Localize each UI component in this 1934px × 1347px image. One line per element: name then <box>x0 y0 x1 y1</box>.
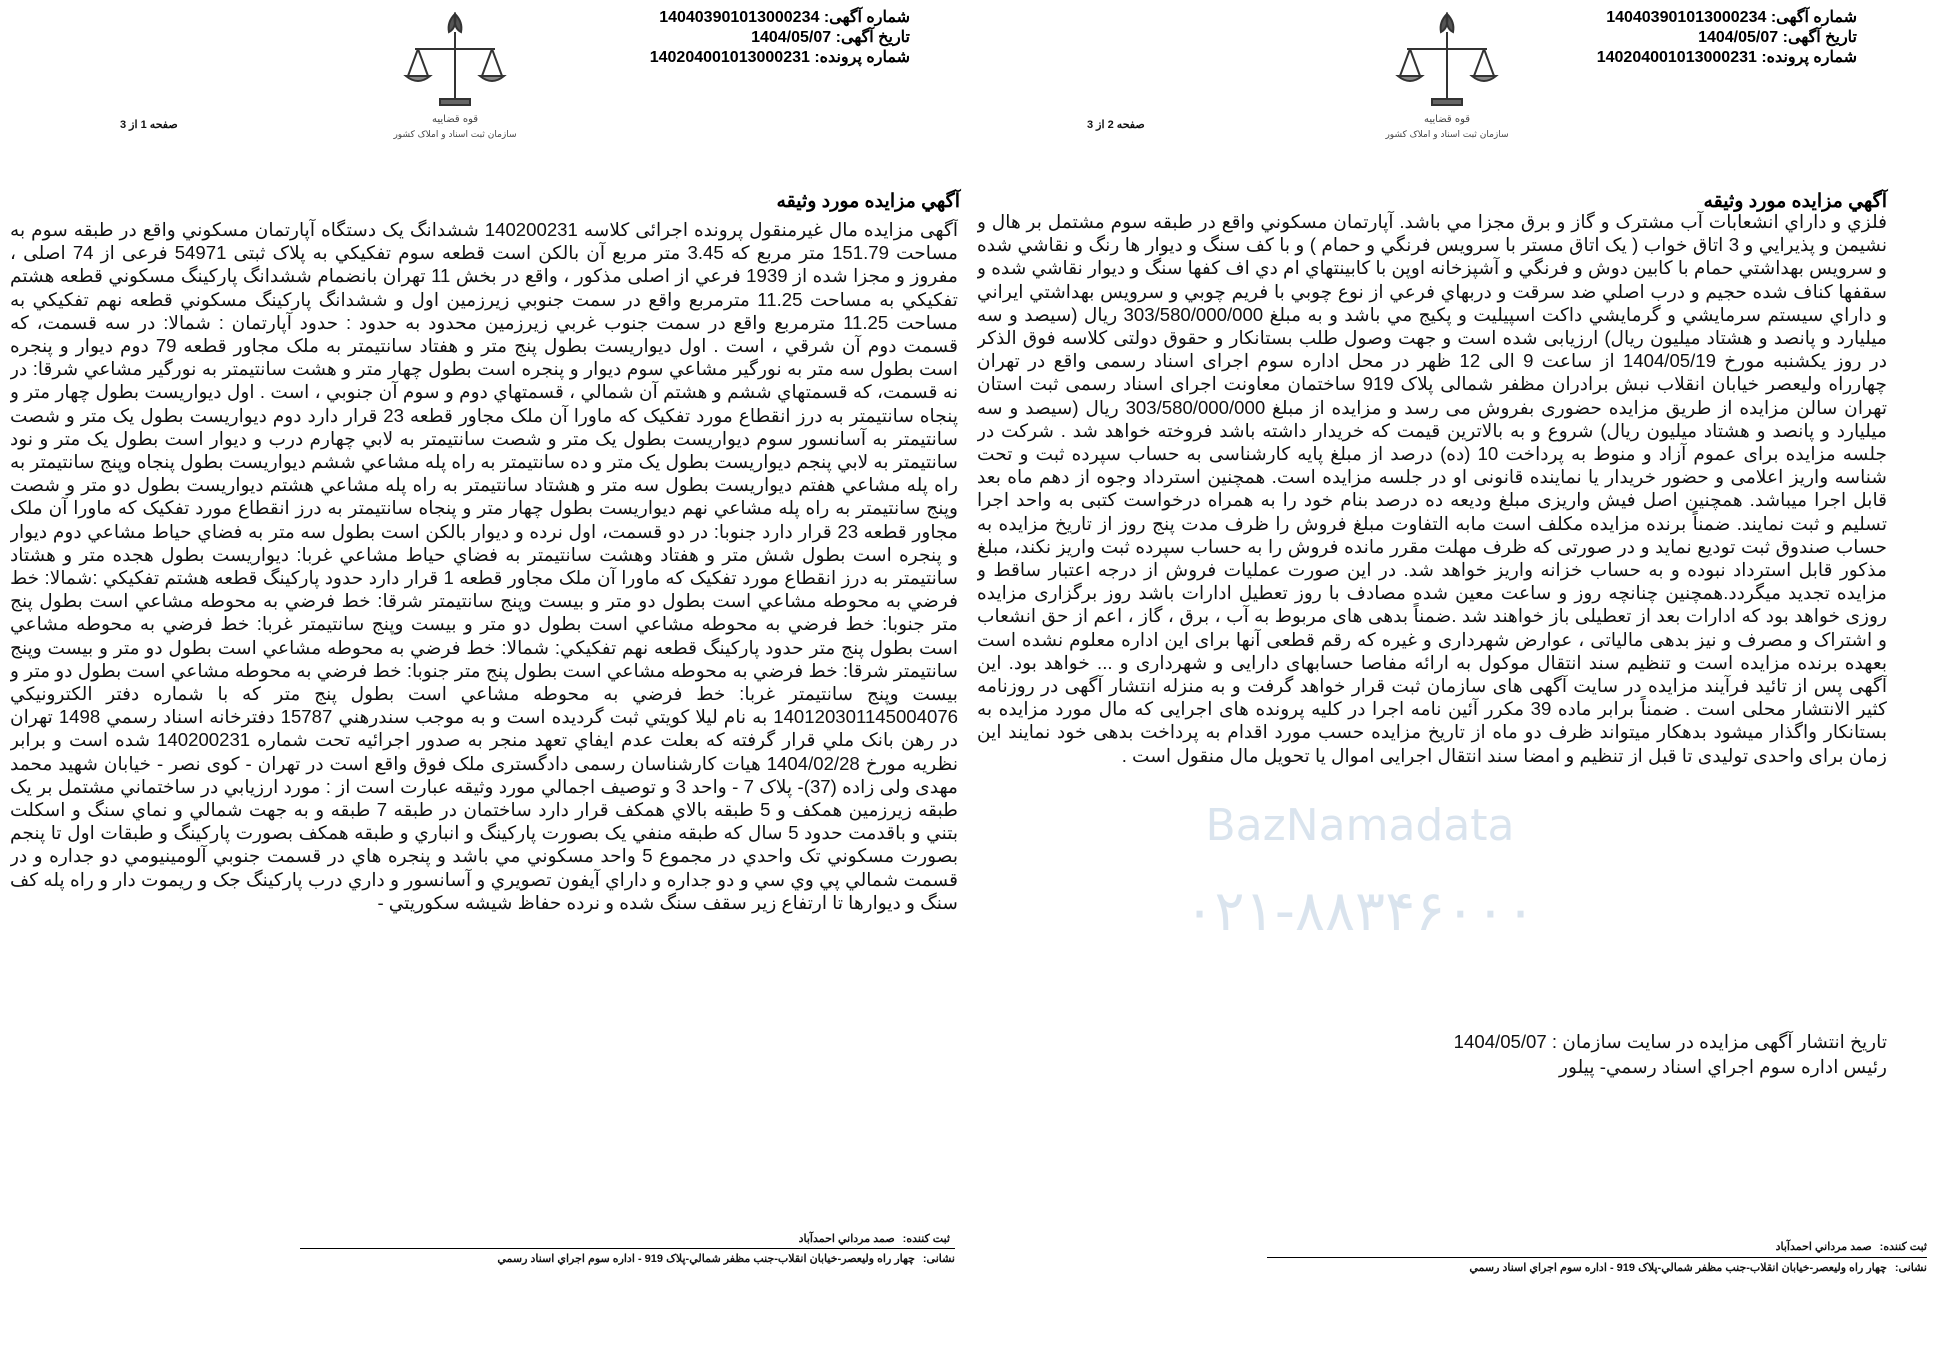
notice-number: 140403901013000234 <box>1606 9 1767 26</box>
address-label: نشانی: <box>1894 1262 1927 1274</box>
page-2 <box>967 0 1934 1347</box>
watermark-line-1: BazNamadata <box>1205 800 1515 851</box>
address <box>300 1248 955 1265</box>
judiciary-emblem-icon <box>1372 4 1522 144</box>
signer-label: ثبت كننده: <box>1879 1241 1927 1253</box>
address <box>1267 1257 1927 1274</box>
notice-date-label: تاریخ آگهی: <box>1782 29 1857 46</box>
notice-header <box>580 8 910 68</box>
officer-line: رئيس اداره سوم اجراي اسناد رسمي- پيلور <box>1559 1056 1887 1077</box>
watermark-line-2: ۰۲۱-۸۸۳۴۶۰۰۰ <box>1184 879 1536 944</box>
publish-date-line: تاريخ انتشار آگهی مزايده در سايت سازمان : 1404/05/07 <box>1453 1031 1887 1052</box>
notice-body: فلزي و داراي انشعابات آب مشترک و گاز و برق مجزا مي باشد. آپارتمان مسکوني واقع در طبقه سوم مشتمل بر هال و نشيمن و پذيرايي و 3 اتاق خواب ( يک اتاق مستر با سرويس فرنگي و حمام ) و با کف سنگ و ديوار ها رنگ و نقاشي شده و سرويس بهداشتي حمام با کابين دوش و فرنگي و آشپزخانه اوپن با کابينتهاي ام دي اف کفها سنگ و ديوار نقاشي شده و سقفها کناف شده حجيم و درب اصلي ضد سرقت و دربهاي فرعي از نوع چوبي با فريم چوبي و سرويس بهداشتي ايراني و داراي سيستم سرمايشي و گرمايشي داکت اسپيليت و پکيج مي باشد و به مبلغ 303/580/000/000 ريال (سيصد و سه ميليارد و پانصد و هشتاد ميليون ريال) ارزيابی شده است و جهت وصول طلب بستانکار و حقوق دولتی کلاسه فوق الذکر در روز یکشنبه مورخ 1404/05/19 از ساعت 9 الی 12 ظهر در محل اداره سوم اجرای اسناد رسمی واقع در تهران چهارراه وليعصر خيابان انقلاب نبش برادران مظفر شمالی پلاک 919 ساختمان معاونت اجرای اسناد رسمی ثبت استان تهران سالن مزایده از طريق مزايده حضوری بفروش می رسد و مزایده از مبلغ 303/580/000/000 ريال (سيصد و سه ميليارد و پانصد و هشتاد ميليون ريال) شروع و به بالاترين قيمت که خریدار داشته باشد فروخته خواهد شد . شرکت در جلسه مزایده برای عموم آزاد و منوط به پرداخت 10 (ده) درصد از مبلغ پایه کارشناسی به حساب سپرده ثبت و تحت شناسه واریز اعلامی و حضور خریدار یا نماینده قانونی او در جلسه مزایده است. همچنین استرداد وجوه از دهم ماه بعد قابل اجرا میباشد. همچنین اصل فیش واریزی مبلغ ودیعه ده درصد بنام خود را به همراه درخواست کتبی به واحد اجرا تسلیم و ثبت نمایند. ضمناً برنده مزایده مکلف است مابه التفاوت مبلغ فروش را ظرف مدت پنج روز از تاریخ مزایده به حساب صندوق ثبت تودیع نماید و در صورتی که ظرف مهلت مقرر مانده فروش را به حساب سپرده ثبت واریز نکند، مبلغ مذکور قابل استرداد نبوده و به حساب خزانه واریز خواهد شد. در این صورت عملیات فروش از درجه اعتبار ساقط و مزایده تجدید میگردد.همچنین چنانچه روز و ساعت معین شده مصادف با روز تعطیل ادارات باشد روز برگزاری مزایده روزی خواهد بود که ادارات بعد از تعطیلی باز خواهند شد .ضمناً بدهی های مربوط به آب ، برق ، گاز ، اعم از حق انشعاب و اشتراک و مصرف و نیز بدهی مالیاتی ، عوارض شهرداری و غیره که رقم قطعی آنها برای این اداره معلوم نشده است بعهده برنده مزایده است و تنظیم سند انتقال موکول به ارائه مفاصا حسابهای دارایی و شهرداری و ... خواهد بود. این آگهی پس از تائید فرآیند مزایده در سایت آگهی های سازمان ثبت قرار خواهد گرفت و به منزله انتشار آگهی در روزنامه کثیر الانتشار محلی است . ضمناً برابر ماده 39 مکرر آئین نامه اجرا در کلیه پرونده های اجرایی که مال مورد مزایده به بستانکار واگذار میشود بدهکار میتواند ظرف دو ماه از تاریخ مزایده حسب مورد اقدام به پرداخت بدهی خود نمایند این زمان برای واحدی تولیدی تا قبل از تنظیم و امضا سند انتقال اجرایی اموال یا تحویل مال منقول است . <box>977 211 1887 766</box>
notice-header <box>1547 8 1857 68</box>
notice-number: 140403901013000234 <box>659 9 820 26</box>
notice-date: 1404/05/07 <box>1698 29 1779 46</box>
notice-body: آگهی مزایده مال غیرمنقول پرونده اجرائی کلاسه 140200231 ششدانگ يک دستگاه آپارتمان مسکوني واقع در طبقه سوم به مساحت 151.79 متر مربع که 3.45 متر مربع آن بالکن است قطعه سوم تفکيکي به پلاک ثبتی 54971 فرعی از 74 اصلی ، مفروز و مجزا شده از 1939 فرعي از اصلی مذکور ، واقع در بخش 11 تهران بانضمام ششدانگ پارکينگ مسکوني قطعه هشتم تفکيکي به مساحت 11.25 مترمربع واقع در سمت جنوبي زيرزمين اول و ششدانگ پارکينگ مسکوني قطعه نهم تفکيکي به مساحت 11.25 مترمربع واقع در سمت جنوب غربي زيرزمين محدود به حدود : حدود آپارتمان : شمالا: در سه قسمت، که قسمت دوم آن شرقي ، است . اول ديواريست بطول پنج متر و هفتاد سانتيمتر به ملک مجاور قطعه 79 دوم ديوار و پنجره است بطول سه متر به نورگير مشاعي سوم ديوار و پنجره است بطول چهار متر و هشت سانتيمتر به نورگير مشاعي شرقا: در نه قسمت، که قسمتهاي ششم و هشتم آن شمالي ، قسمتهاي دوم و سوم آن جنوبي ، است . اول ديواريست بطول چهار متر و پنجاه سانتيمتر به درز انقطاع مورد تفکيک که ماورا آن ملک مجاور قطعه 23 قرار دارد دوم ديواريست بطول يک متر و شصت سانتيمتر به آسانسور سوم ديواريست بطول يک متر و شصت سانتيمتر به لابي چهارم درب و ديوار است بطول يک متر و نود سانتيمتر به لابي پنجم ديواريست بطول يک متر و ده سانتيمتر به راه پله مشاعي ششم ديواريست بطول پنجاه وپنج سانتيمتر به راه پله مشاعي هفتم ديواريست بطول سه متر و هشتاد سانتيمتر به راه پله مشاعي هشتم ديواريست بطول دو متر و شصت وپنج سانتيمتر به راه پله مشاعي نهم ديواريست بطول چهار متر و پنجاه سانتيمتر به درز انقطاع مورد تفکيک که ماورا آن ملک مجاور قطعه 23 قرار دارد جنوبا: در دو قسمت، اول نرده و ديوار بالکن است بطول سه متر به فضاي حياط مشاعي دوم ديوار و پنجره است بطول شش متر و هفتاد وهشت سانتيمتر به فضاي حياط مشاعي غربا: ديواريست بطول هجده متر و هشتاد سانتيمتر به درز انقطاع مورد تفکيک که ماورا آن ملک مجاور قطعه 1 قرار دارد حدود پارکينگ قطعه هشتم تفکيکي :شمالا: خط فرضي به محوطه مشاعي است بطول دو متر و بيست وپنج سانتيمتر شرقا: خط فرضي به محوطه مشاعي است بطول پنج متر جنوبا: خط فرضي به محوطه مشاعي است بطول دو متر و بيست وپنج سانتيمتر غربا: خط فرضي به محوطه مشاعي است بطول پنج متر حدود پارکينگ قطعه نهم تفکيکي: شمالا: خط فرضي به محوطه مشاعي است بطول دو متر و بيست وپنج سانتيمتر شرقا: خط فرضي به محوطه مشاعي است بطول پنج متر جنوبا: خط فرضي به محوطه مشاعي است بطول دو متر و بيست وپنج سانتيمتر غربا: خط فرضي به محوطه مشاعي است بطول پنج متر که با شماره دفتر الکترونيکي 140120301145004076 به نام ليلا کويتي ثبت گرديده است و به موجب سندرهني 15787 دفترخانه اسناد رسمي 1498 تهران در رهن بانک ملي قرار گرفته که بعلت عدم ايفاي تعهد منجر به صدور اجرائيه تحت شماره 140200231 شده است و برابر نظريه مورخ 1404/02/28 هيات کارشناسان رسمی دادگستری ملک فوق واقع است در تهران - کوی نصر - خیابان شهيد محمد مهدی ولی زاده (37)- پلاک 7 - واحد 3 و توصيف اجمالي مورد وثيقه عبارت است از : مورد ارزيابي در ساختماني مشتمل بر يک طبقه زيرزمين همکف و 5 طبقه بالاي همکف قرار دارد ساختمان در طبقه 7 طبقه و به جهت شمالي و نماي سنگ و اسکلت بتني و باقدمت حدود 5 سال که طبقه منفي يک بصورت پارکينگ و انباري و طبقه همکف بصورت پارکينگ و طبقات اول تا پنجم بصورت مسکوني تک واحدي در مجموع 5 واحد مسکوني مي باشد و پنجره هاي در قسمت جنوبي آلومينيومي دو جداره و در قسمت شمالي پي وي سي و دو جداره و داراي آيفون تصويري و آسانسور و داري درب پارکينگ جک و ريموت دار و راه پله کف سنگ و ديوارها تا ارتفاع زير سقف سنگ شده و نرده حفاظ شيشه سکوريتي - <box>10 219 958 913</box>
judiciary-emblem-icon <box>380 4 530 144</box>
notice-number-label: شماره آگهی: <box>1770 9 1857 26</box>
file-number-label: شماره پرونده: <box>1761 49 1857 66</box>
file-number: 140204001013000231 <box>1596 49 1757 66</box>
signer <box>1267 1240 1927 1253</box>
page-number: صفحه 2 از 3 <box>1087 119 1145 131</box>
address-text: چهار راه وليعصر-خيابان انقلاب-جنب مظفر شمالي-پلاک 919 - اداره سوم اجراي اسناد رسمي <box>497 1253 915 1265</box>
file-number: 140204001013000231 <box>649 49 810 66</box>
signer-label: ثبت كننده: <box>902 1233 950 1245</box>
signer-name: صمد مرداني احمدآباد <box>1775 1241 1872 1253</box>
notice-number-label: شماره آگهی: <box>823 9 910 26</box>
emblem-caption-bottom: سازمان ثبت اسناد و املاک کشور <box>393 130 517 140</box>
notice-title: آگهي مزايده مورد وثيقه <box>776 191 960 212</box>
address-label: نشانی: <box>922 1253 955 1265</box>
address-text: چهار راه وليعصر-خيابان انقلاب-جنب مظفر شمالي-پلاک 919 - اداره سوم اجراي اسناد رسمي <box>1469 1262 1887 1274</box>
signer-name: صمد مرداني احمدآباد <box>798 1233 895 1245</box>
notice-date: 1404/05/07 <box>751 29 832 46</box>
page-number: صفحه 1 از 3 <box>120 119 178 131</box>
emblem-caption-bottom: سازمان ثبت اسناد و املاک کشور <box>1385 130 1509 140</box>
emblem-caption-top: قوه قضاییه <box>431 114 479 125</box>
signer <box>300 1232 950 1245</box>
notice-title: آگهي مزايده مورد وثيقه <box>1703 191 1887 212</box>
file-number-label: شماره پرونده: <box>814 49 910 66</box>
notice-date-label: تاریخ آگهی: <box>835 29 910 46</box>
emblem-caption-top: قوه قضاییه <box>1423 114 1471 125</box>
